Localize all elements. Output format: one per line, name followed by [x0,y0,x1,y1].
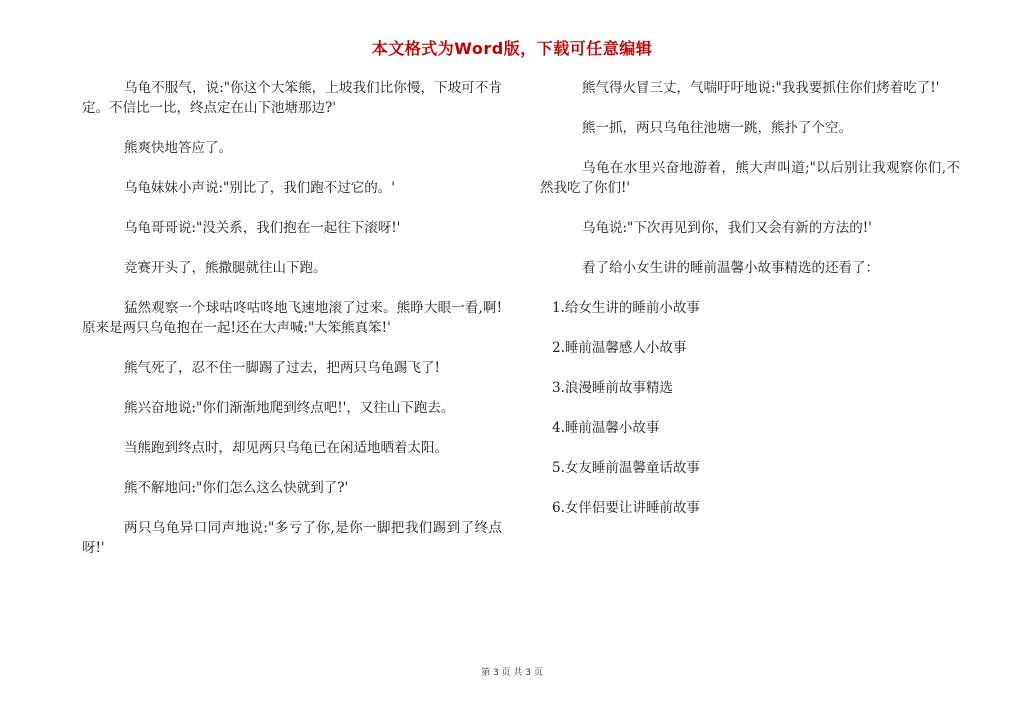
related-stories-list [540,298,960,518]
paragraph: 乌龟在水里兴奋地游着，熊大声叫道;"以后别让我观察你们,不然我吃了你们!' [540,160,960,196]
list-item: 6.女伴侣要让讲睡前故事 [552,500,700,516]
paragraph: 当熊跑到终点时，却见两只乌龟已在闲适地晒着太阳。 [124,440,448,456]
paragraph: 乌龟哥哥说:"没关系，我们抱在一起往下滚呀!' [124,220,401,236]
list-item: 5.女友睡前温馨童话故事 [552,460,700,476]
paragraph: 熊兴奋地说:"你们渐渐地爬到终点吧!'，又往山下跑去。 [124,400,455,416]
paragraph: 乌龟妹妹小声说:"别比了，我们跑不过它的。' [124,180,395,196]
paragraph: 熊气死了，忍不住一脚踢了过去，把两只乌龟踢飞了! [124,360,440,376]
left-column [82,78,502,578]
list-item: 4.睡前温馨小故事 [552,420,660,436]
paragraph: 熊气得火冒三丈，气喘吁吁地说:"我我要抓住你们烤着吃了!' [582,80,940,96]
page-number-footer: 第 3 页 共 3 页 [481,668,543,678]
paragraph: 两只乌龟异口同声地说:"多亏了你,是你一脚把我们踢到了终点呀!' [82,520,502,556]
paragraph: 竞赛开头了，熊撒腿就往山下跑。 [124,260,327,276]
paragraph: 熊不解地问:"你们怎么这么快就到了?' [124,480,349,496]
document-banner: 本文格式为Word版，下载可任意编辑 [371,39,653,58]
right-column [540,78,960,538]
paragraph: 看了给小女生讲的睡前温馨小故事精选的还看了： [582,260,879,276]
list-item: 3.浪漫睡前故事精选 [552,380,673,396]
paragraph: 乌龟不服气，说:"你这个大笨熊，上坡我们比你慢，下坡可不肯定。不信比一比，终点定在山下池塘那边?' [82,80,502,116]
paragraph: 乌龟说:"下次再见到你，我们又会有新的方法的!' [582,220,872,236]
list-item: 2.睡前温馨感人小故事 [552,340,687,356]
paragraph: 熊一抓，两只乌龟往池塘一跳，熊扑了个空。 [582,120,852,136]
list-item: 1.给女生讲的睡前小故事 [552,300,700,316]
paragraph: 熊爽快地答应了。 [124,140,232,156]
paragraph: 猛然观察一个球咕咚咕咚地飞速地滚了过来。熊睁大眼一看,啊!原来是两只乌龟抱在一起!还在大声喊:"大笨熊真笨!' [82,300,502,336]
